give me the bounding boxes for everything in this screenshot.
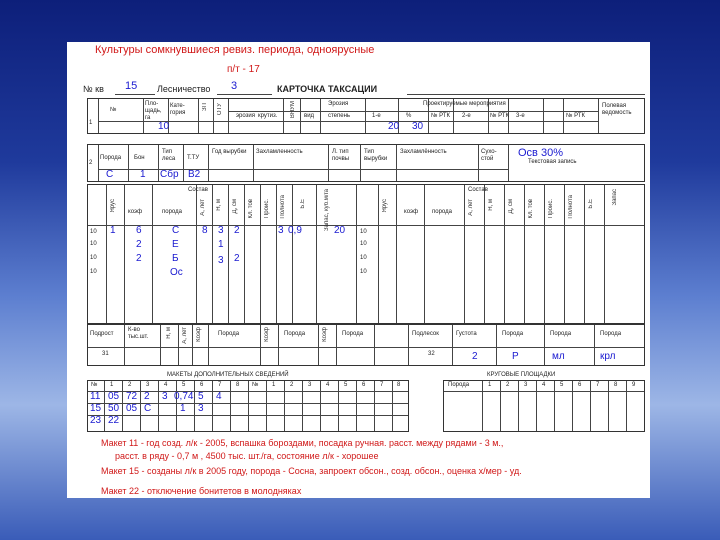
row2-note: Осв 30% <box>518 147 563 159</box>
krug-title: КРУГОВЫЕ ПЛОЩАДКИ <box>487 372 556 378</box>
krug-table: Порода 1 2 3 4 5 6 7 8 9 <box>443 380 645 432</box>
maket-15-code: 15 <box>90 403 102 414</box>
undergrowth-left-code: 31 <box>102 351 109 357</box>
stand-r1-age: 8 <box>202 225 208 236</box>
row2-h-cut: Тип вырубки <box>364 149 388 162</box>
kv-value: 15 <box>125 80 138 92</box>
row1-sub-m1: 1-е <box>372 113 381 119</box>
stand-r2-koef: 2 <box>136 239 142 250</box>
stand-r1-d: 2 <box>234 225 240 236</box>
row1-sub-degree: степень <box>328 113 351 119</box>
row1-sub-rtk2: № РТК <box>490 113 509 119</box>
card-title: КАРТОЧКА ТАКСАЦИИ <box>277 84 378 94</box>
row1-sub-rtk1: № РТК <box>431 113 450 119</box>
stand-h-kl: Кл. тов <box>248 199 254 219</box>
stand-r3-d: 2 <box>234 253 240 264</box>
row1-area-value: 10 <box>158 121 170 132</box>
note-maket-15: Макет 15 - созданы л/к в 2005 году, порода - Сосна, запроект обсон., созд. обсон., оценка х/мер - уд. <box>101 466 522 476</box>
stand-r1-species: С <box>172 225 180 236</box>
stand-r3-h: 3 <box>218 255 224 266</box>
undergrowth-sp3-value: крл <box>600 351 616 362</box>
stand-r4-species: Ос <box>170 267 183 278</box>
row1-h-num: № <box>110 107 117 113</box>
stand-h-be: Б.Е <box>300 199 306 209</box>
row1-pct-value: 30 <box>412 121 424 132</box>
undergrowth-h-h: Н, м <box>166 327 172 339</box>
row1-h-otu: ОТУ <box>217 103 223 116</box>
stand-h-poln: Полнота <box>280 195 286 219</box>
undergrowth-density-value: 2 <box>472 351 478 362</box>
stand-r2-h: 1 <box>218 239 224 250</box>
undergrowth-h-sp1: Порода <box>218 331 240 337</box>
stand-table: Состав Состав Ярус коэф порода А, лет Н, м Д, см Кл. тов Проис. Полнота Б.Е Запас, куб.м/га Ярус коэф порода А, лет Н, м Д, см Кл. тов Проис. Полнота Б.Е Запас 10 10 10 10 10 10 10 10 1 6 С 8 3 2 3 0,9 20 2 Е 1 2 Б 3 2 Ос <box>87 184 645 324</box>
row1-h-cat: Кате-гория <box>170 103 186 116</box>
note-maket-11-cont: расст. в ряду - 0,7 м , 4500 тыс. шт./га, состояние л/к - хорошее <box>115 451 379 461</box>
maket-23-code: 23 <box>90 415 102 426</box>
row2-h-clutter: Захламленность <box>256 149 303 155</box>
row2-note2: Текстовая запись <box>528 159 577 165</box>
row2-table <box>87 144 645 182</box>
row1-sub-m3: 3-е <box>516 113 525 119</box>
kv-label: № кв <box>83 84 104 94</box>
undergrowth-h-koef2: Коэф <box>264 327 270 342</box>
row1-h-erosion: Эрозия <box>328 101 349 107</box>
row1-table <box>87 98 645 134</box>
undergrowth-h-sp3: Порода <box>342 331 364 337</box>
forestry-value: 3 <box>231 80 238 92</box>
row1-sub-slope: крутиз. <box>258 113 278 119</box>
undergrowth-right-code: 32 <box>428 351 435 357</box>
stand-r3-species: Б <box>172 253 179 264</box>
row2-h-bon: Бон <box>134 155 145 161</box>
taxation-card-sheet: Культуры сомкнувшиеся ревиз. периода, одноярусные п/т - 17 № кв 15 Лесничество 3 КАРТОЧКА ТАКСАЦИИ № Пло-щадь, га Кате-гория ЗП ОТУ ВНУМ Эрозия Проектируемые мероприятия Полевая ведомость эрозия крутиз. вид степень 1-е % № РТК 2-е № РТК 3-е № РТК 10 20 30 1 Порода Бон Тип леса Т.ТУ Год вырубки Захламленность Л. тип почвы Тип вырубки Захламлённость Сухо-стой Осв 30% Текстовая запись С 1 Сбр В2 2 Состав Состав Ярус коэф порода А, лет Н, м Д, см Кл. тов Проис. Полнота Б.Е Запас, куб.м/га Ярус коэф порода А, лет Н, м Д, см Кл. тов Проис. Полнота Б.Е Запас 10 10 10 10 10 10 10 10 1 6 С 8 3 2 3 0,9 20 2 Е 1 2 Б 3 2 Ос Подрост К-во тыс.шт. Н, м А, лет Коэф Порода Коэф Порода Коэф Порода Подлесок Густота Порода Порода Порода 31 32 2 Р мл крл МАКЕТЫ ДОПОЛНИТЕЛЬНЫХ СВЕДЕНИЙ КРУГОВЫЕ ПЛОЩАДКИ № 1 2 3 4 5 6 7 8 № 1 2 3 4 5 6 7 8 11 05 72 2 3 0,74 5 4 15 50 05 С 1 3 23 22 Порода 1 2 3 4 5 6 7 8 9 Макет 11 - год созд. л/к - 2005, вспашка бороздами, посадка ручная. расст. между рядами - 3 м., расст. в ряду - 0,7 м , 4500 тыс. шт./га, состояние л/к - хорошее Макет 15 - созданы л/к в 2005 году, порода - Сосна, запроект обсон., созд. обсон., оценка х/мер - уд. Макет 22 - отключение бонитетов в молодняках <box>67 42 650 498</box>
note-maket-22: Макет 22 - отключение бонитетов в молодняках <box>101 486 302 496</box>
stand-r1-zapas: 20 <box>334 225 346 236</box>
row1-h-ledger: Полевая ведомость <box>602 103 632 116</box>
row1-sub-m2: 2-е <box>462 113 471 119</box>
card-subtitle: п/т - 17 <box>227 64 260 75</box>
undergrowth-h-count: К-во тыс.шт. <box>128 327 149 340</box>
note-maket-11: Макет 11 - год созд. л/к - 2005, вспашка бороздами, посадка ручная. расст. между рядами - 3 м., <box>101 438 504 448</box>
undergrowth-h-sp2: Порода <box>284 331 306 337</box>
stand-r1-h: 3 <box>218 225 224 236</box>
undergrowth-h-rsp1: Порода <box>502 331 524 337</box>
row1-h-zp: ЗП <box>202 103 208 111</box>
krug-h-species: Порода <box>448 382 470 388</box>
undergrowth-h-density: Густота <box>456 331 477 337</box>
row2-h-ttu: Т.ТУ <box>187 155 200 161</box>
stand-h-origin: Проис. <box>264 199 270 219</box>
row2-ttu-value: В2 <box>188 169 201 180</box>
undergrowth-h-podrost: Подрост <box>90 331 114 337</box>
row2-h-year: Год вырубки <box>212 149 247 155</box>
forestry-label: Лесничество <box>157 84 211 94</box>
stand-h-age: А, лет <box>200 199 206 216</box>
stand-r3-koef: 2 <box>136 253 142 264</box>
undergrowth-sp2-value: мл <box>552 351 565 362</box>
row2-h-dead: Сухо-стой <box>481 149 497 162</box>
stand-r2-species: Е <box>172 239 179 250</box>
row1-sub-rtk3: № РТК <box>566 113 585 119</box>
stand-h-d: Д, см <box>232 199 238 214</box>
row2-h-clutter2: Захламлённость <box>400 149 447 155</box>
row1-sub-erosion: эрозия <box>236 113 256 119</box>
undergrowth-table <box>87 324 645 366</box>
undergrowth-h-age: А, лет <box>182 327 188 344</box>
stand-h-h: Н, м <box>216 199 222 211</box>
row2-type-value: Сбр <box>160 169 179 180</box>
stand-r1-yarus: 1 <box>110 225 116 236</box>
undergrowth-h-podlesok: Подлесок <box>412 331 439 337</box>
row2-bon-value: 1 <box>140 169 146 180</box>
row1-m1-value: 20 <box>388 121 400 132</box>
row2-species-value: С <box>106 169 114 180</box>
stand-h-zapas: Запас, куб.м/га <box>324 189 330 231</box>
row1-sub-kind: вид <box>304 113 315 119</box>
stand-h-species: порода <box>162 209 182 215</box>
row1-h-vnum: ВНУМ <box>290 101 296 119</box>
row1-h-measures: Проектируемые мероприятия <box>423 101 506 107</box>
row2-h-type: Тип леса <box>162 149 176 162</box>
stand-r1-koef: 6 <box>136 225 142 236</box>
undergrowth-sp1-value: Р <box>512 351 519 362</box>
stand-h-koef: коэф <box>128 209 143 215</box>
undergrowth-h-koef3: Коэф <box>322 327 328 342</box>
stand-r1-poln: 0,9 <box>288 225 302 236</box>
stand-h-yarus: Ярус <box>110 199 116 213</box>
maket-11-code: 11 <box>90 391 101 402</box>
row1-h-area: Пло-щадь, га <box>145 101 162 121</box>
undergrowth-h-rsp3: Порода <box>600 331 622 337</box>
makety-title: МАКЕТЫ ДОПОЛНИТЕЛЬНЫХ СВЕДЕНИЙ <box>167 372 289 378</box>
card-heading: Культуры сомкнувшиеся ревиз. периода, одноярусные <box>95 44 375 56</box>
stand-r1-kl: 3 <box>278 225 284 236</box>
row2-h-species: Порода <box>100 155 122 161</box>
row2-h-soil: Л. тип почвы <box>332 149 350 162</box>
makety-table: № 1 2 3 4 5 6 7 8 № 1 2 3 4 5 6 7 8 11 05 72 2 3 0,74 5 4 15 50 05 С 1 3 23 22 <box>87 380 409 432</box>
undergrowth-h-koef1: Коэф <box>196 327 202 342</box>
row1-sub-pct: % <box>406 113 412 119</box>
undergrowth-h-rsp2: Порода <box>550 331 572 337</box>
